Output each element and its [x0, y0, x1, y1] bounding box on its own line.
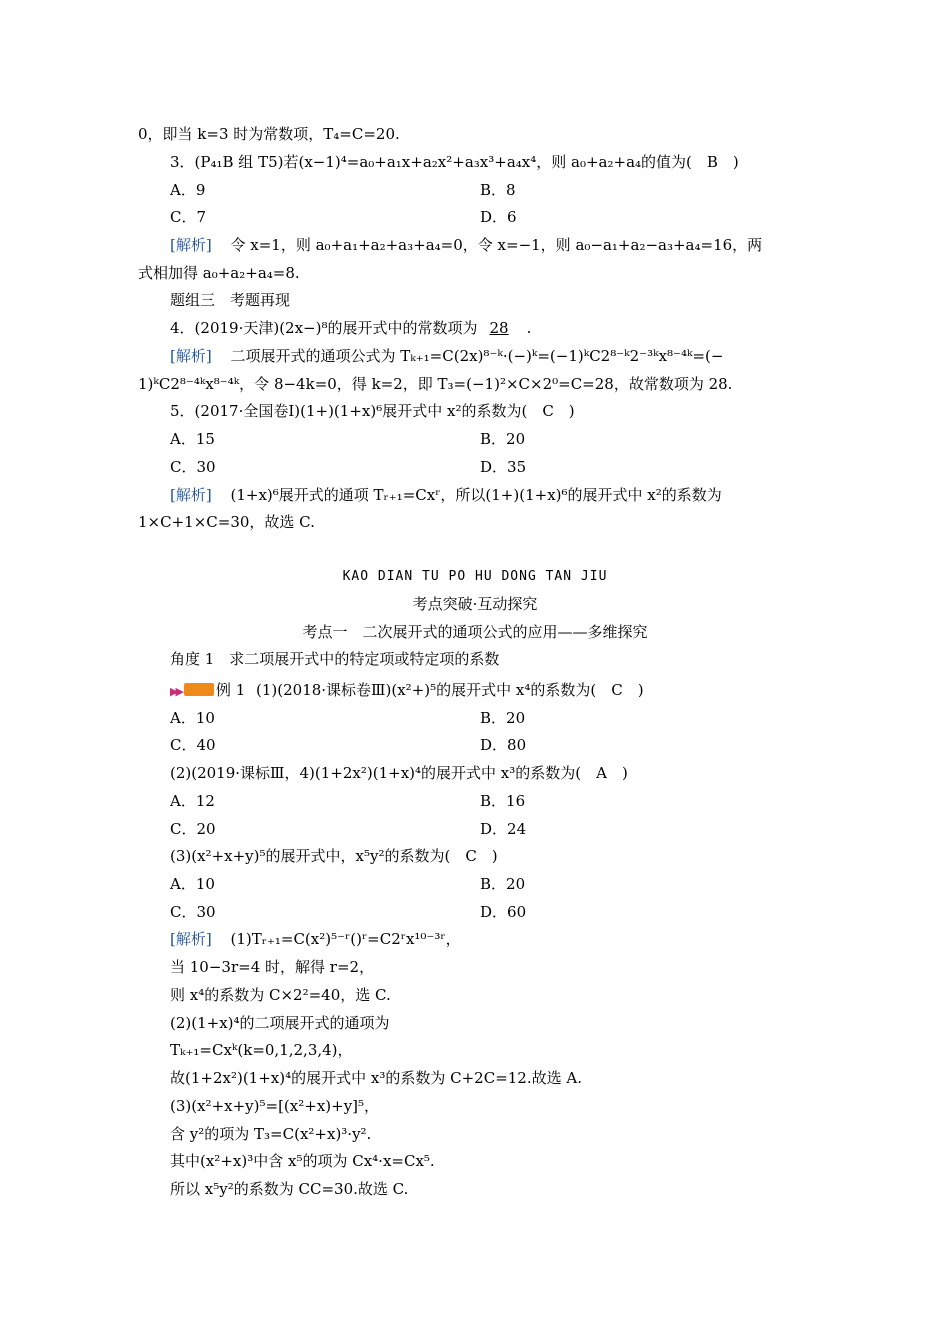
- analysis-label: [解析]: [170, 930, 212, 948]
- option-d: D．6: [480, 208, 517, 226]
- solution-line: [170, 929, 461, 949]
- solution-step: 则 x⁴的系数为 C×2²=40，选 C.: [170, 986, 391, 1004]
- pinyin-heading: KAO DIAN TU PO HU DONG TAN JIU: [342, 569, 608, 584]
- question-4: [170, 318, 531, 338]
- analysis-label: [解析]: [170, 236, 212, 254]
- option-c: C．7: [170, 208, 207, 226]
- double-arrow-icon: ▶▶: [170, 685, 181, 698]
- topic-title: 考点一 二次展开式的通项公式的应用——多维探究: [302, 623, 648, 641]
- solution-step: 当 10−3r=4 时，解得 r=2，: [170, 958, 375, 976]
- example-tag-icon: [184, 683, 214, 696]
- option-b: B．20: [480, 875, 526, 893]
- analysis-label: [解析]: [170, 486, 212, 504]
- angle-heading: 角度 1 求二项展开式中的特定项或特定项的系数: [170, 650, 500, 668]
- analysis-text: (1+x)⁶展开式的通项 Tᵣ₊₁=Cxʳ，所以(1+)(1+x)⁶的展开式中 x²的系数为: [230, 486, 722, 504]
- option-a: A．10: [170, 875, 215, 893]
- text-line: 式相加得 a₀+a₂+a₄=8.: [138, 264, 300, 282]
- answer-blank: 28: [489, 319, 509, 337]
- analysis-label: [解析]: [170, 347, 212, 365]
- option-c: C．30: [170, 458, 216, 476]
- punctuation: .: [526, 319, 532, 337]
- analysis-text: 令 x=1，则 a₀+a₁+a₂+a₃+a₄=0，令 x=−1，则 a₀−a₁+a₂−a₃+a₄=16，两: [230, 236, 763, 254]
- option-c: C．20: [170, 820, 216, 838]
- text-line: 1)ᵏC2⁸⁻⁴ᵏx⁸⁻⁴ᵏ，令 8−4k=0，得 k=2，即 T₃=(−1)²×C×2⁰=C=28，故常数项为 28.: [138, 375, 733, 393]
- option-a: A．12: [170, 792, 215, 810]
- solution-step: Tₖ₊₁=Cxᵏ(k=0,1,2,3,4)，: [170, 1041, 353, 1059]
- option-b: B．20: [480, 709, 526, 727]
- example-label: 例 1: [215, 681, 246, 699]
- option-b: B．20: [480, 430, 526, 448]
- option-a: A．15: [170, 430, 215, 448]
- option-b: B．16: [480, 792, 526, 810]
- question-3: 3．(P₄₁B 组 T5)若(x−1)⁴=a₀+a₁x+a₂x²+a₃x³+a₄x⁴，则 a₀+a₂+a₄的值为( B ): [170, 153, 739, 171]
- solution-line: [170, 346, 723, 366]
- section-heading: 题组三 考题再现: [170, 291, 291, 309]
- option-d: D．80: [480, 736, 527, 754]
- subquestion-3: (3)(x²+x+y)⁵的展开式中，x⁵y²的系数为( C ): [170, 847, 498, 865]
- solution-step: 含 y²的项为 T₃=C(x²+x)³·y².: [170, 1125, 372, 1143]
- subquestion-2: (2)(2019·课标Ⅲ，4)(1+2x²)(1+x)⁴的展开式中 x³的系数为( A ): [170, 764, 628, 782]
- option-d: D．35: [480, 458, 527, 476]
- example-text: (1)(2018·课标卷Ⅲ)(x²+)⁵的展开式中 x⁴的系数为( C ): [256, 681, 644, 699]
- solution-line: [170, 485, 722, 505]
- option-a: A．10: [170, 709, 215, 727]
- example-1: [170, 680, 644, 702]
- option-c: C．40: [170, 736, 216, 754]
- solution-step: 所以 x⁵y²的系数为 CC=30.故选 C.: [170, 1180, 409, 1198]
- analysis-text: (1)Tᵣ₊₁=C(x²)⁵⁻ʳ()ʳ=C2ʳx¹⁰⁻³ʳ，: [230, 930, 461, 948]
- text-line: 0，即当 k=3 时为常数项，T₄=C=20.: [138, 125, 400, 143]
- analysis-text: 二项展开式的通项公式为 Tₖ₊₁=C(2x)⁸⁻ᵏ·(−)ᵏ=(−1)ᵏC2⁸⁻ᵏ2⁻³ᵏx⁸⁻⁴ᵏ=(−: [230, 347, 724, 365]
- text-line: 1×C+1×C=30，故选 C.: [138, 513, 315, 531]
- option-b: B．8: [480, 181, 516, 199]
- question-5: 5．(2017·全国卷Ⅰ)(1+)(1+x)⁶展开式中 x²的系数为( C ): [170, 402, 575, 420]
- solution-step: (3)(x²+x+y)⁵=[(x²+x)+y]⁵，: [170, 1097, 380, 1115]
- option-a: A．9: [170, 181, 206, 199]
- option-c: C．30: [170, 903, 216, 921]
- solution-step: (2)(1+x)⁴的二项展开式的通项为: [170, 1014, 390, 1032]
- solution-step: 故(1+2x²)(1+x)⁴的展开式中 x³的系数为 C+2C=12.故选 A.: [170, 1069, 582, 1087]
- solution-line: [170, 235, 762, 255]
- section-title: 考点突破·互动探究: [412, 595, 538, 613]
- option-d: D．60: [480, 903, 527, 921]
- solution-step: 其中(x²+x)³中含 x⁵的项为 Cx⁴·x=Cx⁵.: [170, 1152, 435, 1170]
- option-d: D．24: [480, 820, 527, 838]
- question-4-text: 4．(2019·天津)(2x−)⁸的展开式中的常数项为: [170, 319, 478, 337]
